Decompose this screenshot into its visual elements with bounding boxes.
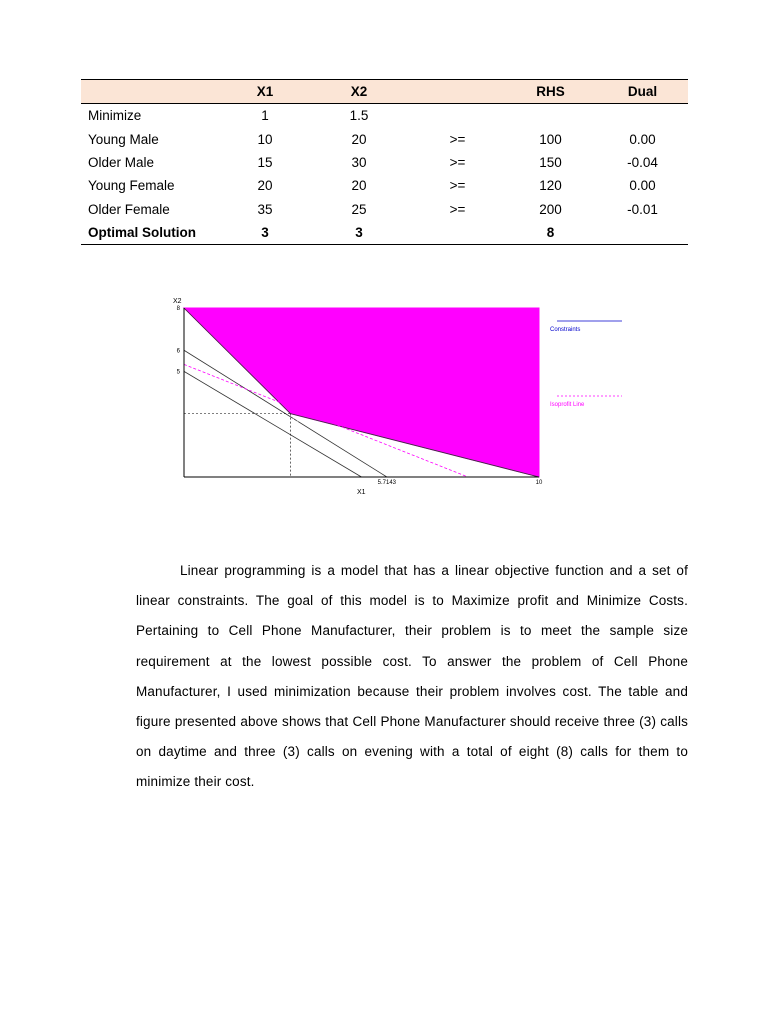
row-label: Optimal Solution [81, 221, 223, 245]
table-cell: 200 [539, 201, 562, 217]
lp-graph [170, 294, 585, 499]
table-cell: 30 [351, 154, 367, 170]
table-cell: -0.04 [627, 154, 658, 170]
table-cell [597, 104, 688, 128]
row-young-female [81, 174, 688, 197]
table-cell: 25 [351, 201, 367, 217]
table-cell: 3 [223, 221, 307, 245]
row-older-male [81, 151, 688, 174]
header-cell [81, 80, 223, 104]
table-cell: 0.00 [629, 178, 656, 194]
table-cell: -0.01 [627, 201, 658, 217]
lp-results-table [81, 79, 688, 245]
row-label: Older Male [88, 154, 155, 170]
optimal-point-label: 3,3 [291, 418, 299, 425]
row-label: Young Male [88, 131, 159, 147]
header-x1: X1 [223, 80, 307, 104]
feasible-region [184, 308, 539, 477]
table-header [81, 80, 688, 104]
header-rhs: RHS [504, 80, 597, 104]
x-axis-label: X1 [357, 489, 366, 496]
y-tick-label: 5 [176, 369, 180, 376]
row-label: Older Female [88, 201, 170, 217]
table-cell: 20 [351, 131, 367, 147]
header-x2: X2 [307, 80, 411, 104]
row-minimize [81, 104, 688, 128]
table-cell: 15 [257, 154, 273, 170]
legend-isoprofit-label: Isoprofit Line [550, 402, 585, 408]
table-cell: >= [449, 131, 466, 147]
table-cell [504, 104, 597, 128]
table-cell: 35 [257, 201, 273, 217]
table-cell: >= [449, 178, 466, 194]
table-cell: >= [449, 201, 466, 217]
header-cell [411, 80, 504, 104]
table-cell: >= [449, 154, 466, 170]
y-tick-label: 6 [176, 348, 180, 355]
table-cell: 10 [257, 131, 273, 147]
table-cell: 3 [307, 221, 411, 245]
table-cell: 0.00 [629, 131, 656, 147]
explanation-paragraph: Linear programming is a model that has a linear objective function and a set of linear constraints. The goal of this model is to Maximize profit and Minimize Costs. Pertaining to Cell Phone Manufacturer, their problem is to meet the sample size requirement at the lowest possible cost. To answer the problem of Cell Phone Manufacturer, I used minimization because their problem involves cost. The table and figure presented above shows that Cell Phone Manufacturer should receive three (3) calls on daytime and three (3) calls on evening with a total of eight (8) calls for them to minimize their cost. [136, 563, 688, 790]
table-cell: 20 [351, 178, 367, 194]
row-young-male [81, 127, 688, 150]
table-cell: 1.5 [349, 108, 369, 124]
x-tick-label: 5.7143 [377, 480, 397, 486]
x-tick-label: 10 [535, 480, 543, 486]
row-older-female [81, 198, 688, 221]
feasible-region-layer [184, 308, 539, 477]
table-cell: 120 [539, 178, 562, 194]
table-cell: 150 [539, 154, 562, 170]
y-tick-label: 8 [176, 306, 180, 312]
table-body [81, 104, 688, 245]
table-cell: 1 [261, 108, 269, 124]
row-label: Minimize [88, 108, 142, 124]
header-row [81, 80, 688, 104]
row-optimal-solution [81, 221, 688, 245]
row-label: Young Female [88, 178, 175, 194]
table-cell [411, 104, 504, 128]
legend [550, 321, 622, 408]
header-dual: Dual [597, 80, 688, 104]
table-cell [597, 221, 688, 245]
legend-constraints-label: Constraints [550, 327, 581, 333]
y-axis-label: X2 [173, 298, 182, 305]
table-cell: 100 [539, 131, 562, 147]
table-cell: 20 [257, 178, 273, 194]
table-cell: 8 [504, 221, 597, 245]
table-cell [411, 221, 504, 245]
